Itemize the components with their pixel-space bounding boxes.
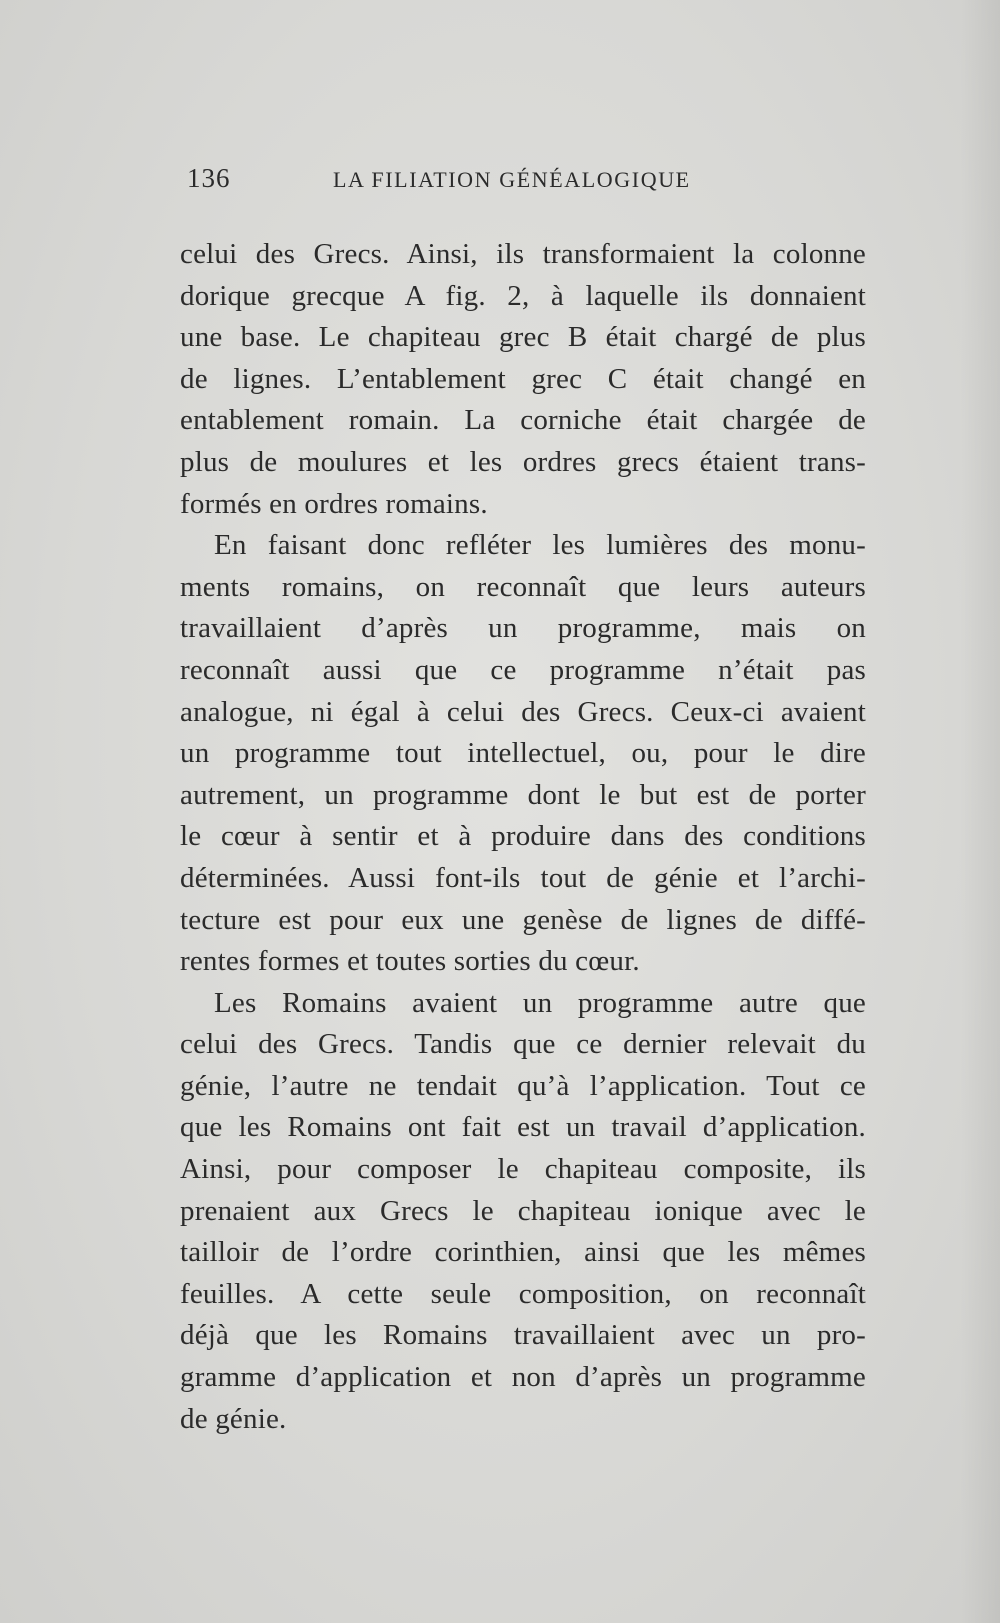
text-line: Ainsi, pour composer le chapiteau composite, ils xyxy=(180,1153,866,1186)
text-line: autrement, un programme dont le but est de porter xyxy=(180,778,866,811)
page-edge-shadow xyxy=(960,0,1000,1623)
text-line: celui des Grecs. Tandis que ce dernier relevait du xyxy=(180,1028,866,1061)
text-line: tailloir de l’ordre corinthien, ainsi que les mêmes xyxy=(180,1236,866,1269)
text-line: que les Romains ont fait est un travail d’application. xyxy=(180,1111,866,1144)
text-line: rentes formes et toutes sorties du cœur. xyxy=(180,945,640,978)
text-line: analogue, ni égal à celui des Grecs. Ceux-ci avaient xyxy=(180,695,866,728)
text-line: de lignes. L’entablement grec C était changé en xyxy=(180,362,866,395)
running-title: LA FILIATION GÉNÉALOGIQUE xyxy=(333,167,691,192)
text-line: tecture est pour eux une genèse de lignes de diffé- xyxy=(180,903,866,936)
page-number: 136 xyxy=(187,163,231,193)
running-head xyxy=(187,163,867,203)
text-line: plus de moulures et les ordres grecs étaient trans- xyxy=(180,445,866,478)
text-line: En faisant donc refléter les lumières des monu- xyxy=(214,529,866,562)
text-line: feuilles. A cette seule composition, on reconnaît xyxy=(180,1277,866,1310)
body-text xyxy=(180,234,866,1440)
text-line: Les Romains avaient un programme autre que xyxy=(214,986,866,1019)
text-line: dorique grecque A fig. 2, à laquelle ils donnaient xyxy=(180,279,866,312)
text-line: ments romains, on reconnaît que leurs auteurs xyxy=(180,570,866,603)
text-line: génie, l’autre ne tendait qu’à l’application. Tout ce xyxy=(180,1069,866,1102)
text-line: déjà que les Romains travaillaient avec un pro- xyxy=(180,1319,866,1352)
text-line: celui des Grecs. Ainsi, ils transformaient la colonne xyxy=(180,238,866,270)
text-line: une base. Le chapiteau grec B était chargé de plus xyxy=(180,321,866,354)
text-line: le cœur à sentir et à produire dans des conditions xyxy=(180,820,866,853)
text-line: déterminées. Aussi font-ils tout de génie et l’archi- xyxy=(180,861,866,894)
text-line: un programme tout intellectuel, ou, pour le dire xyxy=(180,737,866,770)
text-line: de génie. xyxy=(180,1402,287,1435)
text-line: entablement romain. La corniche était chargée de xyxy=(180,404,866,437)
text-line: gramme d’application et non d’après un programme xyxy=(180,1361,866,1394)
text-line: reconnaît aussi que ce programme n’était pas xyxy=(180,653,866,686)
text-line: prenaient aux Grecs le chapiteau ionique avec le xyxy=(180,1194,866,1227)
text-line: formés en ordres romains. xyxy=(180,487,488,520)
text-line: travaillaient d’après un programme, mais on xyxy=(180,612,866,645)
